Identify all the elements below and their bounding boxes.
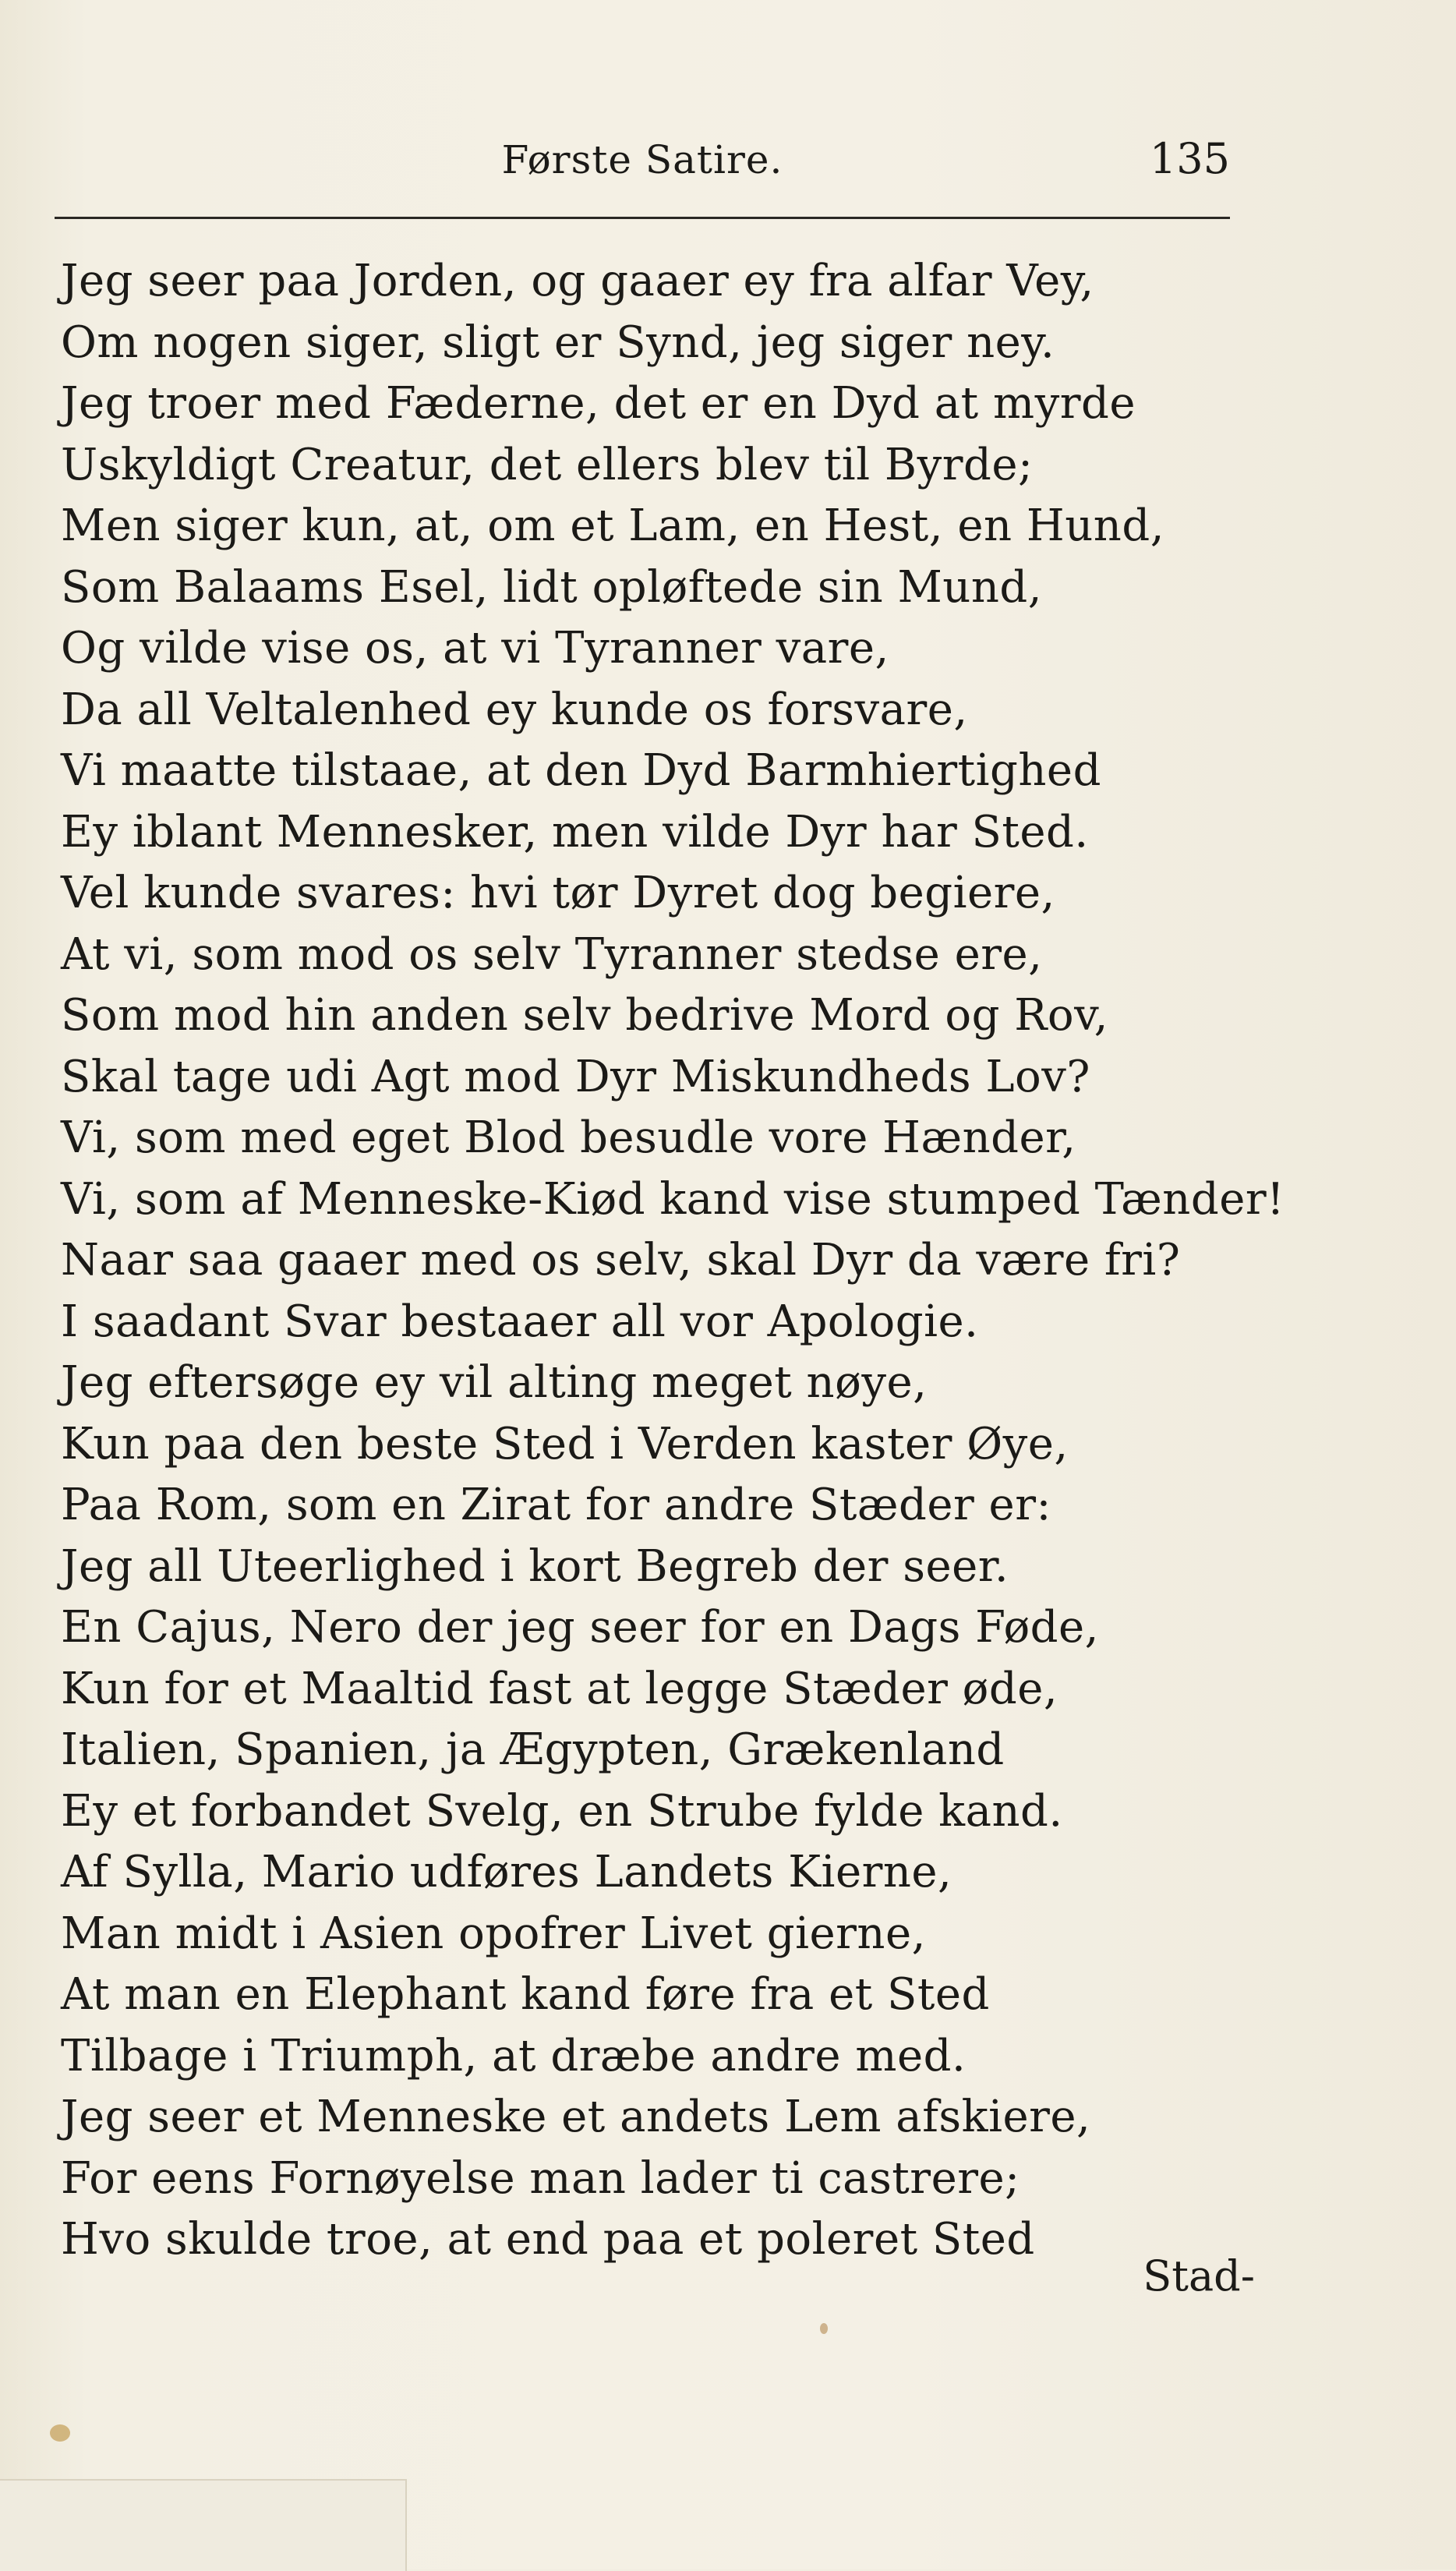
verse-line: Om nogen siger, sligt er Synd, jeg siger ney. <box>61 317 1055 368</box>
verse-line: Ey et forbandet Svelg, en Strube fylde kand. <box>61 1785 1063 1837</box>
verse-line: Men siger kun, at, om et Lam, en Hest, en Hund, <box>61 500 1165 551</box>
page-edge <box>0 2479 407 2571</box>
verse-line: Som mod hin anden selv bedrive Mord og Rov, <box>61 990 1108 1041</box>
header-rule <box>55 217 1230 219</box>
verse-line: Jeg troer med Fæderne, det er en Dyd at myrde <box>61 378 1136 429</box>
paper-stain <box>50 2424 70 2442</box>
verse-line: Uskyldigt Creatur, det ellers blev til Byrde; <box>61 439 1034 490</box>
verse-line: Hvo skulde troe, at end paa et poleret Sted <box>61 2214 1035 2265</box>
verse-line: Vel kunde svares: hvi tør Dyret dog begiere, <box>61 868 1055 918</box>
verse-line: Jeg seer et Menneske et andets Lem afskiere, <box>61 2092 1091 2142</box>
verse-line: Af Sylla, Mario udføres Landets Kierne, <box>61 1847 952 1897</box>
verse-line: Jeg seer paa Jorden, og gaaer ey fra alfar Vey, <box>61 256 1094 306</box>
verse-line: Man midt i Asien opofrer Livet gierne, <box>61 1908 926 1959</box>
verse-line: Da all Veltalenhed ey kunde os forsvare, <box>61 684 968 735</box>
page-header <box>55 134 1230 192</box>
catchword: Stad- <box>1143 2251 1255 2300</box>
verse-block <box>61 251 1285 2271</box>
page-number: 135 <box>1149 134 1230 183</box>
verse-line: Italien, Spanien, ja Ægypten, Grækenland <box>61 1724 1005 1775</box>
verse-line: En Cajus, Nero der jeg seer for en Dags Føde, <box>61 1602 1099 1653</box>
verse-line: Ey iblant Mennesker, men vilde Dyr har Sted. <box>61 806 1089 858</box>
running-head: Første Satire. <box>501 137 783 182</box>
verse-line: Vi maatte tilstaae, at den Dyd Barmhiertighed <box>61 745 1101 796</box>
verse-line: At vi, som mod os selv Tyranner stedse ere, <box>61 928 1043 980</box>
verse-line: For eens Fornøyelse man lader ti castrere; <box>61 2152 1020 2204</box>
paper-speck <box>820 2323 828 2334</box>
verse-line: Kun paa den beste Sted i Verden kaster Øye, <box>61 1418 1069 1469</box>
verse-line: Kun for et Maaltid fast at legge Stæder øde, <box>61 1663 1058 1714</box>
verse-line: Naar saa gaaer med os selv, skal Dyr da være fri? <box>61 1235 1181 1286</box>
verse-line: Jeg eftersøge ey vil alting meget nøye, <box>61 1357 928 1408</box>
verse-line: Jeg all Uteerlighed i kort Begreb der seer. <box>61 1540 1009 1592</box>
verse-line: Skal tage udi Agt mod Dyr Miskundheds Lov? <box>61 1051 1090 1102</box>
verse-line: Paa Rom, som en Zirat for andre Stæder er: <box>61 1480 1051 1530</box>
verse-line: I saadant Svar bestaaer all vor Apologie. <box>61 1296 979 1347</box>
verse-line: Vi, som af Menneske-Kiød kand vise stumped Tænder! <box>61 1173 1285 1225</box>
verse-line: Vi, som med eget Blod besudle vore Hænder, <box>61 1112 1076 1163</box>
verse-line: Tilbage i Triumph, at dræbe andre med. <box>61 2030 967 2081</box>
verse-line: Som Balaams Esel, lidt opløftede sin Mund, <box>61 561 1043 613</box>
verse-line: Og vilde vise os, at vi Tyranner vare, <box>61 623 889 674</box>
verse-line: At man en Elephant kand føre fra et Sted <box>61 1969 990 2020</box>
